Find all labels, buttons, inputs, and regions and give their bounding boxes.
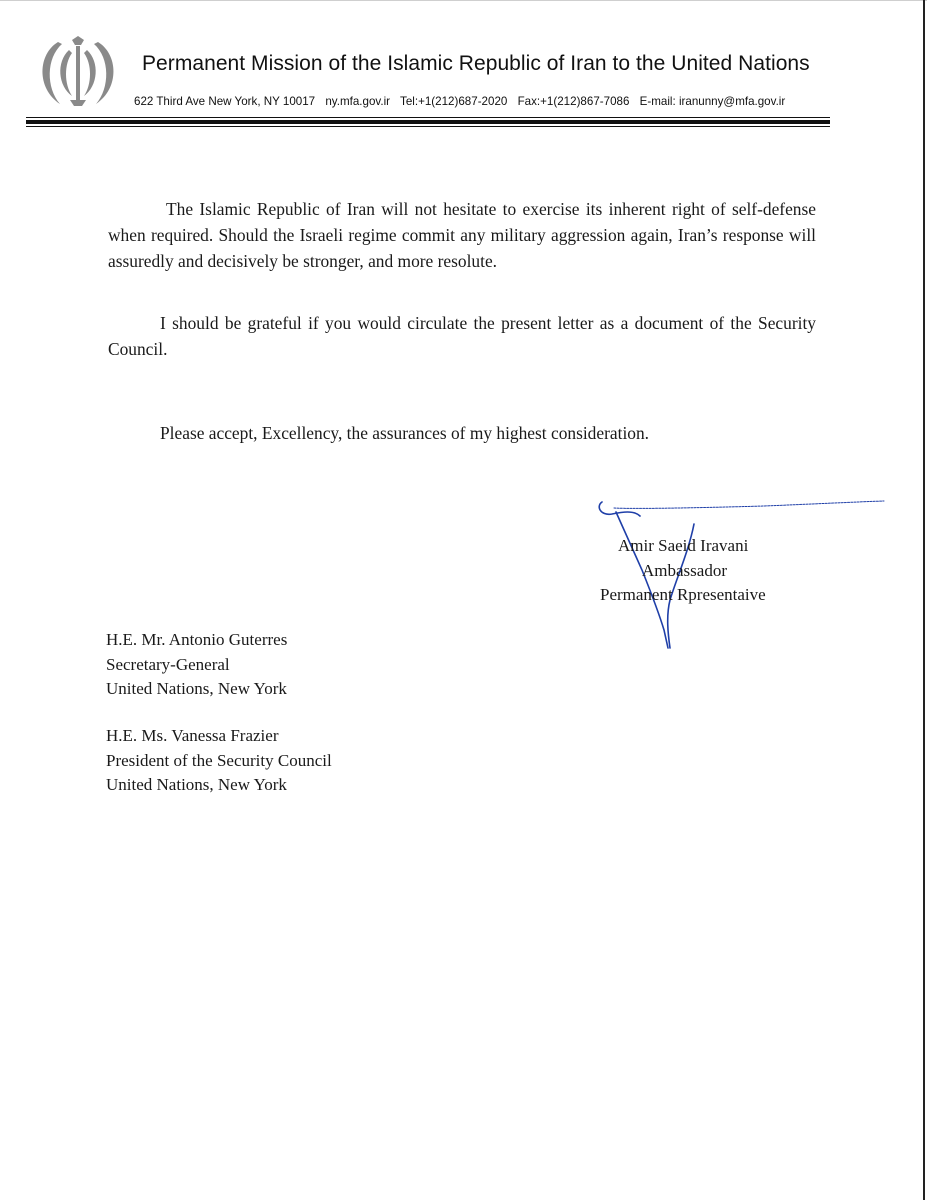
scan-top-edge xyxy=(0,0,927,1)
recipient-position: President of the Security Council xyxy=(106,750,332,770)
handwritten-signature xyxy=(594,490,894,660)
signatory-name: Amir Saeid Iravani xyxy=(618,536,749,555)
body-paragraph-circulation-request: I should be grateful if you would circulate the present letter as a document of the Security Council. xyxy=(108,313,816,359)
letterhead-rule-thin-bottom xyxy=(26,126,830,127)
contact-line xyxy=(134,95,785,108)
mission-title: Permanent Mission of the Islamic Republic of Iran to the United Nations xyxy=(142,52,810,75)
mission-address: 622 Third Ave New York, NY 10017 xyxy=(134,95,316,108)
recipient-position: Secretary-General xyxy=(106,654,230,674)
mission-website: ny.mfa.gov.ir xyxy=(325,95,391,108)
body-paragraph-self-defense: The Islamic Republic of Iran will not hesitate to exercise its inherent right of self-defense when required. Should the Israeli regime commit any military aggression again, Iran’s response will assuredly and decisively be stronger, and more resolute. xyxy=(108,199,816,271)
scan-right-edge xyxy=(923,0,925,1200)
recipient-secretary-general xyxy=(106,628,287,702)
mission-email: E-mail: iranunny@mfa.gov.ir xyxy=(639,95,786,108)
letterhead-rule-thick xyxy=(26,120,830,124)
signatory-title: Ambassador xyxy=(642,561,727,580)
recipient-security-council-president xyxy=(106,724,332,798)
recipient-location: United Nations, New York xyxy=(106,775,287,794)
mission-fax: Fax:+1(212)867-7086 xyxy=(517,95,630,108)
recipient-name: H.E. Ms. Vanessa Frazier xyxy=(106,726,279,745)
letterhead-rule-thin-top xyxy=(26,117,830,118)
recipient-name: H.E. Mr. Antonio Guterres xyxy=(106,630,288,649)
iran-emblem-icon xyxy=(36,36,120,108)
mission-telephone: Tel:+1(212)687-2020 xyxy=(400,95,508,108)
recipient-location: United Nations, New York xyxy=(106,679,287,698)
body-paragraph-closing: Please accept, Excellency, the assurances of my highest consideration. xyxy=(160,423,650,443)
signatory-role: Permanent Rpresentaive xyxy=(600,585,766,604)
